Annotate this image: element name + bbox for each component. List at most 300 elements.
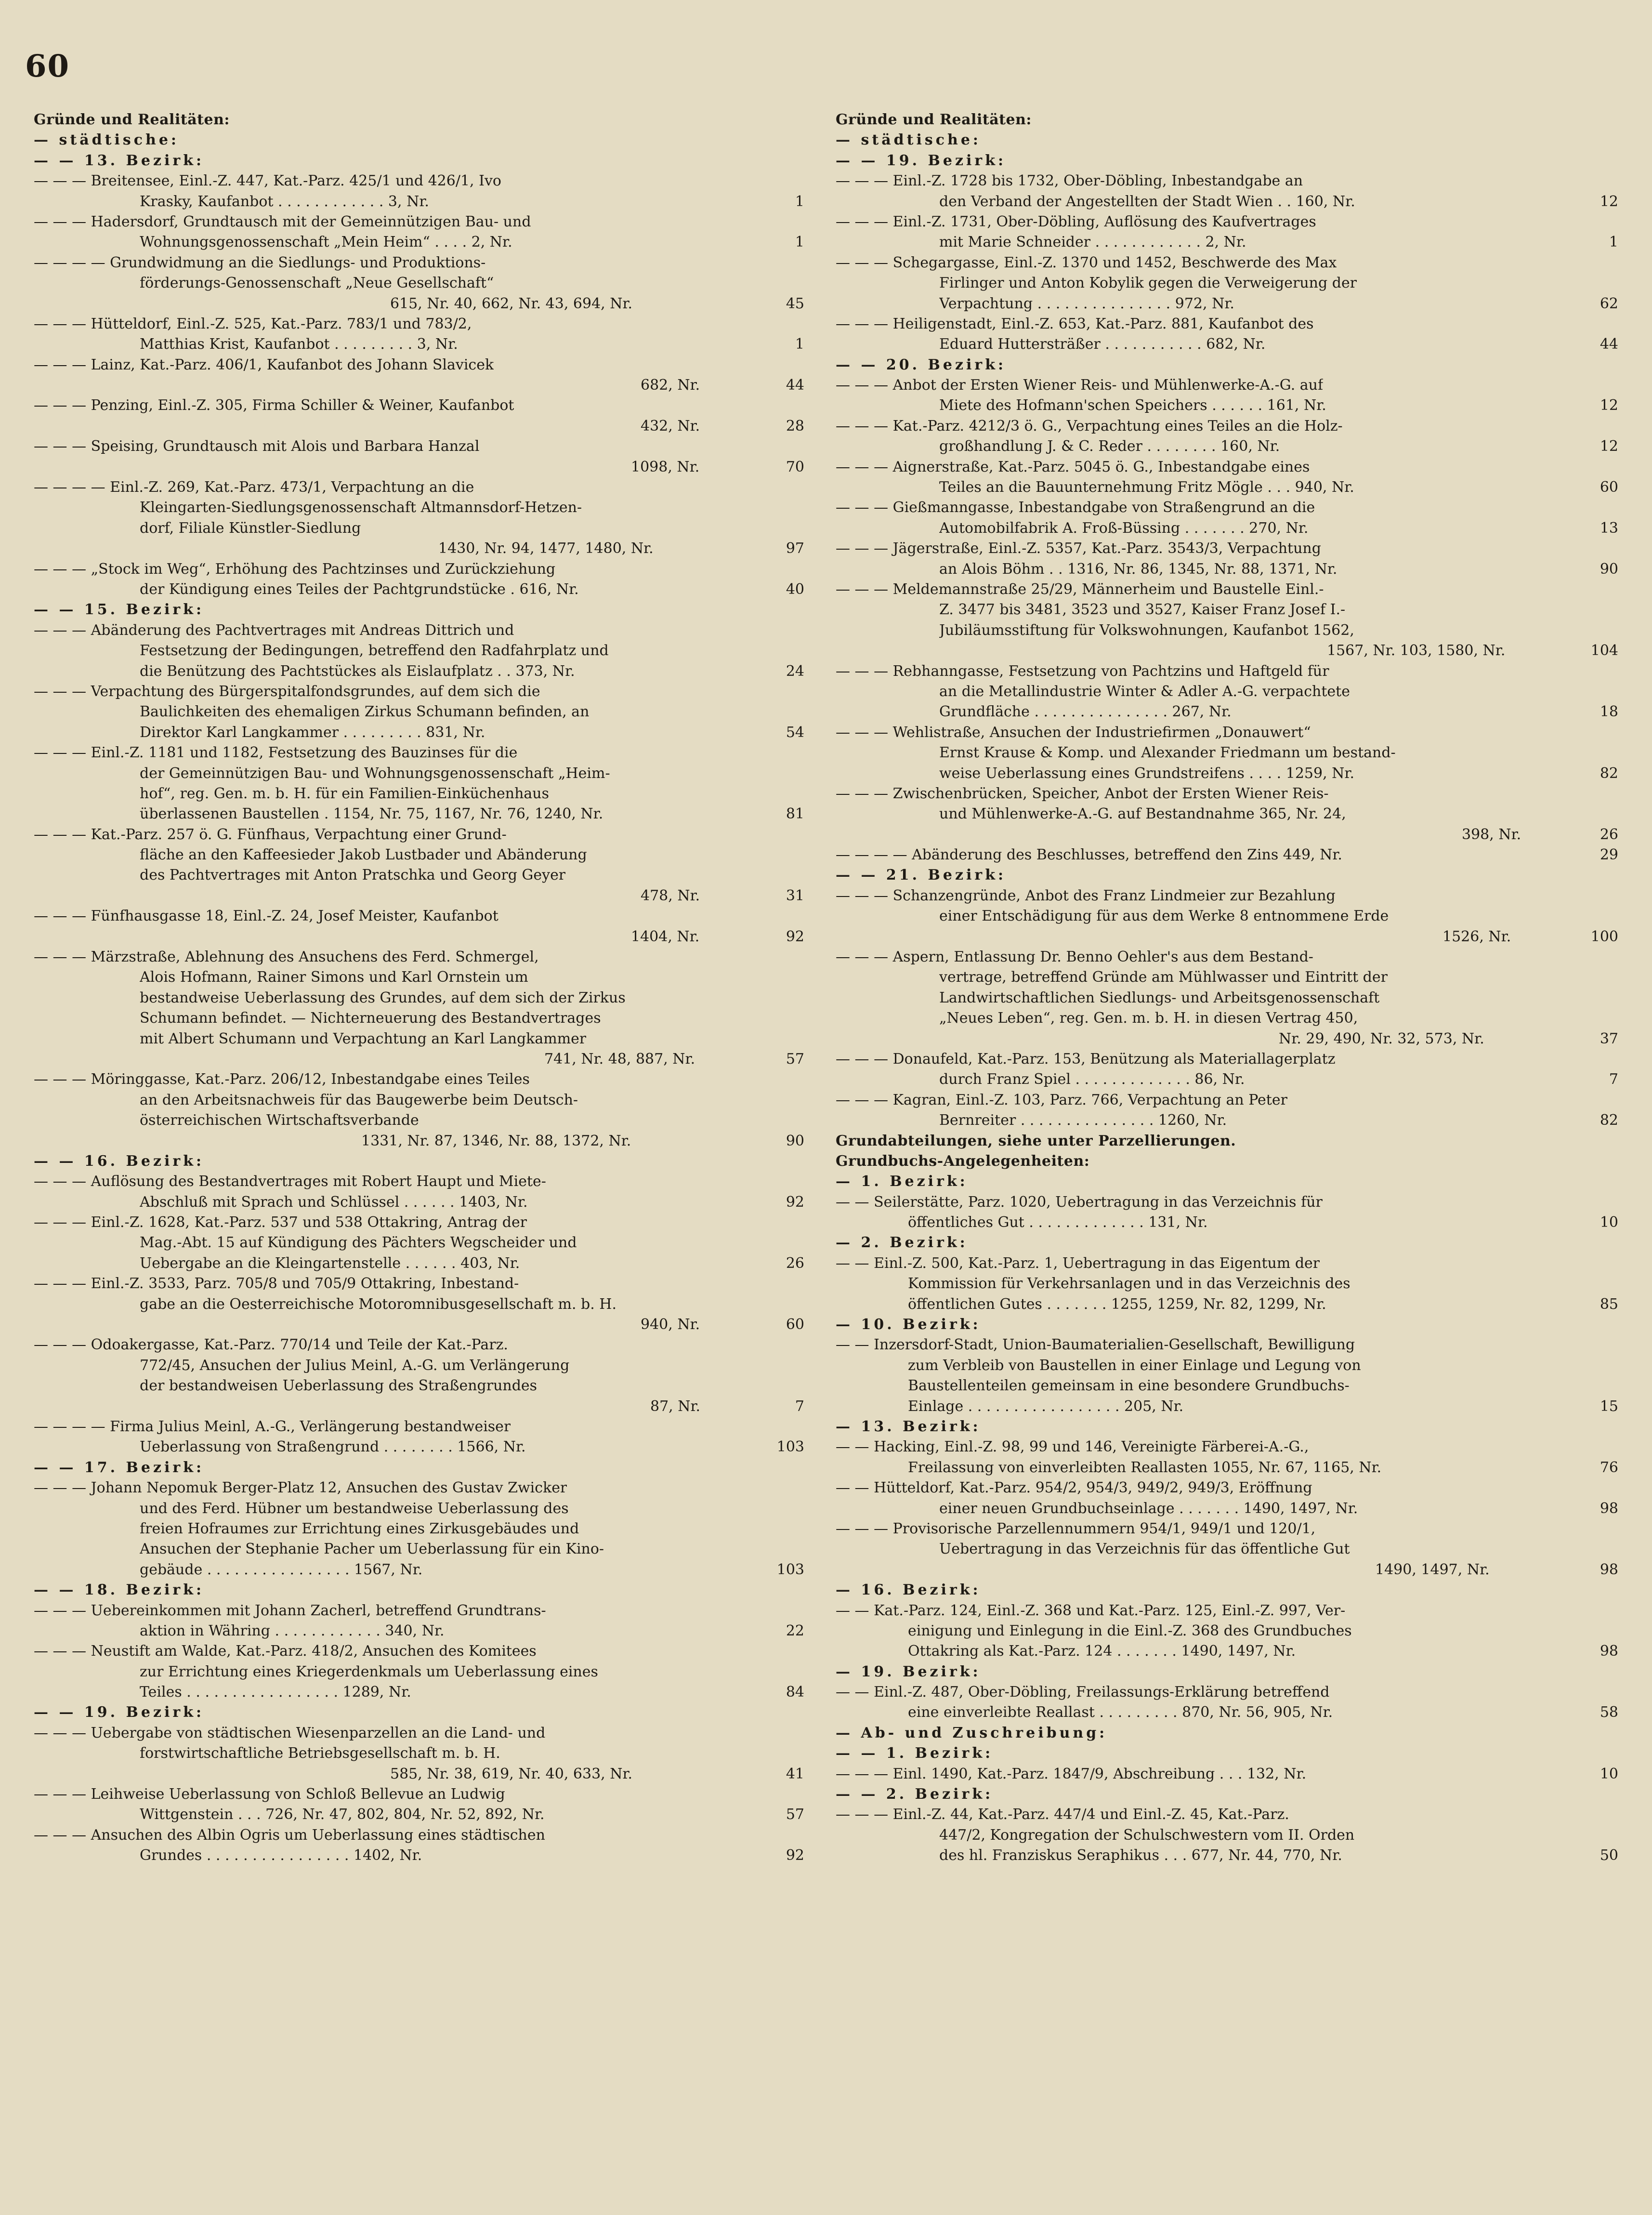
entry-text: hof“, reg. Gen. m. b. H. für ein Familien-Einküchenhaus	[140, 785, 550, 802]
index-line	[836, 1723, 1618, 1743]
entry-text: — — — Speising, Grundtausch mit Alois und Barbara Hanzal	[34, 438, 480, 455]
index-line	[836, 1397, 1618, 1417]
entry-text: — — — Einl. 1490, Kat.-Parz. 1847/9, Abschreibung . . . 132, Nr.	[836, 1765, 1307, 1782]
entry-text: — — 21. Bezirk:	[836, 867, 1007, 884]
entry-number: 103	[776, 1561, 804, 1578]
entry-number: 22	[786, 1622, 804, 1639]
entry-text: förderungs-Genossenschaft „Neue Gesellschaft“	[140, 275, 494, 292]
index-line	[34, 1131, 804, 1151]
entry-text: forstwirtschaftliche Betriebsgesellschaft m. b. H.	[140, 1745, 500, 1762]
entry-text: — — — Kat.-Parz. 257 ö. G. Fünfhaus, Verpachtung einer Grund-	[34, 826, 507, 843]
index-line	[836, 192, 1618, 212]
index-line	[836, 661, 1618, 682]
entry-text: Wittgenstein . . . 726, Nr. 47, 802, 804, Nr. 52, 892, Nr.	[140, 1806, 545, 1823]
entry-text: an die Metallindustrie Winter & Adler A.-G. verpachtete	[939, 683, 1350, 700]
entry-text: Direktor Karl Langkammer . . . . . . . . . 831, Nr.	[140, 724, 485, 741]
entry-text: „Neues Leben“, reg. Gen. m. b. H. in diesen Vertrag 450,	[939, 1010, 1358, 1027]
entry-text: 1526, Nr.	[1442, 928, 1511, 945]
index-line	[836, 1682, 1618, 1702]
index-line	[34, 1049, 804, 1069]
entry-text: — — Einl.-Z. 500, Kat.-Parz. 1, Uebertragung in das Eigentum der	[836, 1254, 1320, 1272]
entry-text: an Alois Böhm . . 1316, Nr. 86, 1345, Nr. 88, 1371, Nr.	[939, 560, 1337, 578]
entry-text: — 16. Bezirk:	[836, 1582, 981, 1599]
entry-text: Gründe und Realitäten:	[836, 111, 1032, 128]
index-line	[34, 1560, 804, 1580]
entry-text: — — — Uebereinkommen mit Johann Zacherl, betreffend Grundtrans-	[34, 1602, 546, 1619]
entry-text: — — — Breitensee, Einl.-Z. 447, Kat.-Parz. 425/1 und 426/1, Ivo	[34, 172, 501, 190]
entry-text: — — — Leihweise Ueberlassung von Schloß Bellevue an Ludwig	[34, 1786, 505, 1803]
index-line	[34, 171, 804, 191]
index-line	[836, 1090, 1618, 1110]
entry-number: 50	[1600, 1847, 1618, 1864]
entry-number: 44	[786, 377, 804, 394]
entry-text: — — — Ansuchen des Albin Ogris um Ueberlassung eines städtischen	[34, 1826, 545, 1844]
entry-text: großhandlung J. & C. Reder . . . . . . . . 160, Nr.	[939, 438, 1280, 455]
index-line	[836, 1131, 1618, 1151]
index-line	[836, 1069, 1618, 1090]
entry-text: — — Hacking, Einl.-Z. 98, 99 und 146, Vereinigte Färberei-A.-G.,	[836, 1438, 1309, 1456]
entry-text: — — 1. Bezirk:	[836, 1745, 994, 1762]
entry-text: — städtische:	[836, 132, 981, 149]
index-line	[34, 1172, 804, 1192]
entry-text: — — — Aspern, Entlassung Dr. Benno Oehler's aus dem Bestand-	[836, 949, 1313, 966]
index-line	[836, 314, 1618, 334]
entry-text: — — — Donaufeld, Kat.-Parz. 153, Benützung als Materiallagerplatz	[836, 1050, 1336, 1068]
entry-text: 1331, Nr. 87, 1346, Nr. 88, 1372, Nr.	[361, 1132, 631, 1149]
index-line	[836, 804, 1618, 824]
entry-text: Z. 3477 bis 3481, 3523 und 3527, Kaiser Franz Josef I.-	[939, 601, 1346, 619]
entry-text: — — — Verpachtung des Bürgerspitalfondsgrundes, auf dem sich die	[34, 683, 540, 700]
index-line	[836, 273, 1618, 293]
entry-text: — — — Wehlistraße, Ansuchen der Industriefirmen „Donauwert“	[836, 724, 1311, 741]
index-line	[836, 1580, 1618, 1600]
index-line	[34, 110, 804, 130]
entry-text: — 2. Bezirk:	[836, 1234, 968, 1252]
index-line	[34, 539, 804, 559]
index-line	[836, 764, 1618, 784]
index-line	[34, 1090, 804, 1110]
entry-number: 24	[786, 662, 804, 680]
entry-number: 44	[1600, 336, 1618, 353]
entry-text: 741, Nr. 48, 887, Nr.	[544, 1050, 695, 1068]
entry-text: — — — — Abänderung des Beschlusses, betreffend den Zins 449, Nr.	[836, 846, 1342, 864]
index-line	[836, 436, 1618, 457]
entry-text: Landwirtschaftlichen Siedlungs- und Arbeitsgenossenschaft	[939, 989, 1380, 1006]
entry-text: Teiles an die Bauunternehmung Fritz Mögle . . . 940, Nr.	[939, 479, 1354, 496]
entry-text: österreichischen Wirtschaftsverbande	[140, 1112, 419, 1129]
index-line	[34, 1437, 804, 1457]
entry-number: 57	[786, 1806, 804, 1823]
entry-text: den Verband der Angestellten der Stadt Wien . . 160, Nr.	[939, 193, 1355, 210]
entry-text: Verpachtung . . . . . . . . . . . . . . . 972, Nr.	[939, 295, 1234, 312]
entry-text: — — — Zwischenbrücken, Speicher, Anbot der Ersten Wiener Reis-	[836, 785, 1329, 802]
entry-text: — — — Rebhanngasse, Festsetzung von Pachtzins und Haftgeld für	[836, 662, 1329, 680]
index-line	[836, 375, 1618, 396]
entry-text: Eduard Huttersträßer . . . . . . . . . . . 682, Nr.	[939, 336, 1266, 353]
entry-text: — 10. Bezirk:	[836, 1316, 981, 1333]
index-line	[34, 334, 804, 355]
index-line	[34, 1151, 804, 1172]
entry-text: Grundes . . . . . . . . . . . . . . . . 1402, Nr.	[140, 1847, 422, 1864]
entry-text: einer neuen Grundbuchseinlage . . . . . . . 1490, 1497, Nr.	[939, 1500, 1358, 1517]
index-line	[34, 559, 804, 580]
entry-text: eine einverleibte Reallast . . . . . . . . . 870, Nr. 56, 905, Nr.	[908, 1704, 1333, 1721]
index-line	[836, 457, 1618, 477]
entry-number: 1	[1609, 234, 1618, 251]
index-line	[34, 947, 804, 967]
entry-text: Grundfläche . . . . . . . . . . . . . . . 267, Nr.	[939, 703, 1232, 721]
index-line	[34, 825, 804, 845]
entry-text: — — — Fünfhausgasse 18, Einl.-Z. 24, Josef Meister, Kaufanbot	[34, 908, 498, 925]
entry-text: — — 19. Bezirk:	[34, 1704, 205, 1721]
entry-text: der Gemeinnützigen Bau- und Wohnungsgenossenschaft „Heim-	[140, 765, 610, 782]
index-line	[34, 477, 804, 498]
entry-text: Ansuchen der Stephanie Pacher um Ueberlassung für ein Kino-	[140, 1541, 604, 1558]
entry-text: freien Hofraumes zur Errichtung eines Zirkusgebäudes und	[140, 1520, 579, 1537]
index-line	[836, 967, 1618, 988]
index-line	[836, 641, 1618, 661]
entry-text: dorf, Filiale Künstler-Siedlung	[140, 519, 361, 537]
index-line	[34, 1723, 804, 1743]
index-line	[836, 1110, 1618, 1131]
index-line	[34, 702, 804, 722]
index-line	[836, 906, 1618, 926]
index-line	[34, 580, 804, 600]
index-line	[34, 764, 804, 784]
index-line	[836, 1437, 1618, 1457]
index-line	[34, 1805, 804, 1825]
index-line	[34, 130, 804, 150]
entry-text: Grundabteilungen, siehe unter Parzellierungen.	[836, 1132, 1236, 1149]
entry-text: zur Errichtung eines Kriegerdenkmals um Ueberlassung eines	[140, 1663, 598, 1680]
entry-text: — — — Provisorische Parzellennummern 954/1, 949/1 und 120/1,	[836, 1520, 1316, 1537]
entry-text: aktion in Währing . . . . . . . . . . . . 340, Nr.	[140, 1622, 445, 1639]
entry-text: — — — Anbot der Ersten Wiener Reis- und Mühlenwerke-A.-G. auf	[836, 377, 1324, 394]
index-line	[836, 1784, 1618, 1805]
entry-text: — — — — Firma Julius Meinl, A.-G., Verlängerung bestandweiser	[34, 1418, 511, 1435]
index-line	[836, 1274, 1618, 1294]
index-line	[34, 1110, 804, 1131]
index-line	[34, 294, 804, 314]
entry-text: — 13. Bezirk:	[836, 1418, 981, 1435]
index-line	[34, 886, 804, 906]
index-line	[34, 1662, 804, 1682]
index-line	[34, 967, 804, 988]
entry-text: — — — Hütteldorf, Einl.-Z. 525, Kat.-Parz. 783/1 und 783/2,	[34, 315, 472, 332]
index-line	[34, 743, 804, 763]
entry-number: 31	[786, 887, 804, 904]
index-line	[836, 253, 1618, 273]
index-line	[836, 580, 1618, 600]
index-line	[34, 1315, 804, 1335]
index-line	[836, 1029, 1618, 1049]
index-line	[836, 1192, 1618, 1213]
index-line	[34, 498, 804, 518]
index-line	[836, 620, 1618, 641]
index-line	[836, 477, 1618, 498]
entry-text: 478, Nr.	[641, 887, 700, 904]
index-line	[836, 1008, 1618, 1028]
index-line	[836, 498, 1618, 518]
index-line	[34, 620, 804, 641]
entry-text: 940, Nr.	[641, 1316, 700, 1333]
entry-text: Firlinger und Anton Kobylik gegen die Verweigerung der	[939, 275, 1357, 292]
entry-text: — — — „Stock im Weg“, Erhöhung des Pachtzinses und Zurückziehung	[34, 560, 556, 578]
index-line	[836, 396, 1618, 416]
entry-text: mit Marie Schneider . . . . . . . . . . . . 2, Nr.	[939, 234, 1246, 251]
entry-text: 87, Nr.	[650, 1398, 701, 1415]
index-line	[34, 314, 804, 334]
index-line	[34, 988, 804, 1008]
entry-text: — — 18. Bezirk:	[34, 1582, 205, 1599]
entry-text: durch Franz Spiel . . . . . . . . . . . . . 86, Nr.	[939, 1071, 1245, 1088]
index-line	[34, 1417, 804, 1437]
index-line	[34, 273, 804, 293]
entry-text: Festsetzung der Bedingungen, betreffend den Radfahrplatz und	[140, 642, 609, 659]
entry-text: — — 13. Bezirk:	[34, 152, 205, 169]
entry-text: der bestandweisen Ueberlassung des Straßengrundes	[140, 1377, 538, 1395]
index-line	[34, 1641, 804, 1661]
entry-text: — — — Kat.-Parz. 4212/3 ö. G., Verpachtung eines Teiles an die Holz-	[836, 417, 1343, 435]
entry-text: — — Hütteldorf, Kat.-Parz. 954/2, 954/3, 949/2, 949/3, Eröffnung	[836, 1479, 1312, 1497]
right-column	[836, 110, 1618, 1866]
index-line	[34, 1743, 804, 1764]
entry-text: Baulichkeiten des ehemaligen Zirkus Schumann befinden, an	[140, 703, 590, 721]
entry-text: Einlage . . . . . . . . . . . . . . . . . 205, Nr.	[908, 1398, 1184, 1415]
index-line	[836, 212, 1618, 232]
entry-text: — 1. Bezirk:	[836, 1173, 968, 1190]
entry-text: Matthias Krist, Kaufanbot . . . . . . . . . 3, Nr.	[140, 336, 458, 353]
index-line	[836, 1376, 1618, 1396]
index-line	[34, 1499, 804, 1519]
entry-number: 26	[786, 1254, 804, 1272]
index-line	[836, 886, 1618, 906]
entry-text: — — Kat.-Parz. 124, Einl.-Z. 368 und Kat.-Parz. 125, Einl.-Z. 997, Ver-	[836, 1602, 1346, 1619]
index-line	[836, 559, 1618, 580]
entry-text: — — — Hadersdorf, Grundtausch mit der Gemeinnützigen Bau- und	[34, 213, 531, 230]
entry-number: 90	[1600, 560, 1618, 578]
entry-number: 7	[1609, 1071, 1618, 1088]
entry-number: 70	[786, 458, 804, 475]
entry-text: — — — Uebergabe von städtischen Wiesenparzellen an die Land- und	[34, 1724, 546, 1741]
entry-text: 1567, Nr. 103, 1580, Nr.	[1327, 642, 1506, 659]
index-line	[836, 294, 1618, 314]
entry-text: einigung und Einlegung in die Einl.-Z. 368 des Grundbuches	[908, 1622, 1352, 1639]
index-line	[34, 600, 804, 620]
entry-text: 1404, Nr.	[631, 928, 700, 945]
entry-text: — — — Johann Nepomuk Berger-Platz 12, Ansuchen des Gustav Zwicker	[34, 1479, 567, 1497]
entry-text: — — — Penzing, Einl.-Z. 305, Firma Schiller & Weiner, Kaufanbot	[34, 397, 514, 414]
entry-text: — — — Neustift am Walde, Kat.-Parz. 418/2, Ansuchen des Komitees	[34, 1643, 537, 1660]
entry-text: 772/45, Ansuchen der Julius Meinl, A.-G. um Verlängerung	[140, 1357, 570, 1374]
index-line	[836, 702, 1618, 722]
index-line	[34, 212, 804, 232]
entry-text: des Pachtvertrages mit Anton Pratschka und Georg Geyer	[140, 867, 566, 884]
index-line	[836, 1805, 1618, 1825]
entry-text: 1490, 1497, Nr.	[1375, 1561, 1490, 1578]
entry-text: Grundbuchs-Angelegenheiten:	[836, 1152, 1090, 1170]
entry-text: 432, Nr.	[641, 417, 700, 435]
entry-text: 682, Nr.	[641, 377, 700, 394]
index-line	[836, 1172, 1618, 1192]
index-line	[34, 641, 804, 661]
entry-number: 26	[1600, 826, 1618, 843]
index-line	[836, 355, 1618, 375]
entry-text: — — — Jägerstraße, Einl.-Z. 5357, Kat.-Parz. 3543/3, Verpachtung	[836, 540, 1321, 557]
index-line	[836, 1601, 1618, 1621]
index-line	[836, 1621, 1618, 1641]
entry-number: 54	[786, 724, 804, 741]
entry-text: 1098, Nr.	[631, 458, 700, 475]
entry-text: Nr. 29, 490, Nr. 32, 573, Nr.	[1279, 1030, 1484, 1047]
entry-number: 10	[1600, 1765, 1618, 1782]
entry-text: Kleingarten-Siedlungsgenossenschaft Altmannsdorf-Hetzen-	[140, 499, 582, 516]
entry-text: — — — Gießmanngasse, Inbestandgabe von Straßengrund an die	[836, 499, 1315, 516]
entry-number: 100	[1590, 928, 1618, 945]
index-line	[34, 1397, 804, 1417]
index-line	[836, 110, 1618, 130]
entry-text: Baustellenteilen gemeinsam in eine besondere Grundbuchs-	[908, 1377, 1350, 1395]
entry-number: 7	[795, 1398, 804, 1415]
entry-number: 92	[786, 1193, 804, 1211]
left-column	[34, 110, 804, 1866]
index-line	[836, 1315, 1618, 1335]
index-line	[34, 151, 804, 171]
entry-text: 615, Nr. 40, 662, Nr. 43, 694, Nr.	[390, 295, 633, 312]
index-line	[34, 1294, 804, 1315]
index-line	[836, 539, 1618, 559]
index-line	[34, 1069, 804, 1090]
index-line	[34, 1253, 804, 1274]
index-line	[34, 1539, 804, 1559]
entry-number: 37	[1600, 1030, 1618, 1047]
entry-text: Bernreiter . . . . . . . . . . . . . . . 1260, Nr.	[939, 1112, 1227, 1129]
entry-text: Alois Hofmann, Rainer Simons und Karl Ornstein um	[140, 969, 528, 986]
entry-text: Teiles . . . . . . . . . . . . . . . . . 1289, Nr.	[140, 1684, 411, 1701]
index-line	[836, 171, 1618, 191]
entry-text: — — — Aignerstraße, Kat.-Parz. 5045 ö. G., Inbestandgabe eines	[836, 458, 1310, 475]
index-line	[836, 1743, 1618, 1764]
index-line	[34, 1621, 804, 1641]
entry-text: — — — Einl.-Z. 3533, Parz. 705/8 und 705/9 Ottakring, Inbestand-	[34, 1275, 519, 1292]
entry-number: 1	[795, 336, 804, 353]
index-line	[34, 927, 804, 947]
entry-text: gebäude . . . . . . . . . . . . . . . . 1567, Nr.	[140, 1561, 423, 1578]
entry-text: 1430, Nr. 94, 1477, 1480, Nr.	[438, 540, 654, 557]
index-line	[836, 1356, 1618, 1376]
entry-number: 40	[786, 580, 804, 598]
entry-number: 12	[1600, 397, 1618, 414]
index-line	[836, 845, 1618, 865]
entry-text: — — 2. Bezirk:	[836, 1786, 994, 1803]
entry-text: Jubiläumsstiftung für Volkswohnungen, Kaufanbot 1562,	[939, 621, 1354, 639]
entry-text: weise Ueberlassung eines Grundstreifens . . . . 1259, Nr.	[939, 765, 1355, 782]
entry-number: 15	[1600, 1398, 1618, 1415]
entry-text: — — — Einl.-Z. 44, Kat.-Parz. 447/4 und Einl.-Z. 45, Kat.-Parz.	[836, 1806, 1289, 1823]
entry-text: Automobilfabrik A. Froß-Büssing . . . . . . . 270, Nr.	[939, 519, 1309, 537]
entry-number: 28	[786, 417, 804, 435]
index-line	[836, 1335, 1618, 1355]
index-line	[34, 1356, 804, 1376]
index-line	[34, 1478, 804, 1498]
index-line	[34, 232, 804, 252]
entry-text: 447/2, Kongregation der Schulschwestern vom II. Orden	[939, 1826, 1355, 1844]
entry-text: — — 16. Bezirk:	[34, 1152, 205, 1170]
index-line	[34, 723, 804, 743]
index-line	[836, 784, 1618, 804]
index-line	[836, 1846, 1618, 1866]
index-line	[836, 1641, 1618, 1661]
index-line	[836, 1417, 1618, 1437]
entry-text: — — Seilerstätte, Parz. 1020, Uebertragung in das Verzeichnis für	[836, 1193, 1323, 1211]
entry-text: fläche an den Kaffeesieder Jakob Lustbader und Abänderung	[140, 846, 587, 864]
entry-number: 12	[1600, 438, 1618, 455]
entry-text: Ernst Krause & Komp. und Alexander Friedmann um bestand-	[939, 744, 1396, 762]
entry-text: — — — — Einl.-Z. 269, Kat.-Parz. 473/1, Verpachtung an die	[34, 479, 474, 496]
index-line	[836, 743, 1618, 763]
entry-text: — — — Auflösung des Bestandvertrages mit Robert Haupt und Miete-	[34, 1173, 546, 1190]
index-line	[836, 947, 1618, 967]
entry-number: 1	[795, 234, 804, 251]
entry-text: öffentlichen Gutes . . . . . . . 1255, 1259, Nr. 82, 1299, Nr.	[908, 1295, 1326, 1313]
entry-number: 81	[786, 805, 804, 823]
index-line	[836, 1294, 1618, 1315]
entry-number: 62	[1600, 295, 1618, 312]
entry-number: 84	[786, 1684, 804, 1701]
entry-text: Krasky, Kaufanbot . . . . . . . . . . . . 3, Nr.	[140, 193, 429, 210]
entry-text: — — — Schegargasse, Einl.-Z. 1370 und 1452, Beschwerde des Max	[836, 254, 1337, 271]
index-line	[34, 1008, 804, 1028]
index-line	[836, 1764, 1618, 1784]
entry-text: Gründe und Realitäten:	[34, 111, 230, 128]
index-line	[34, 661, 804, 682]
index-line	[34, 1458, 804, 1478]
entry-text: — — — Meldemannstraße 25/29, Männerheim und Baustelle Einl.-	[836, 580, 1324, 598]
index-line	[34, 1029, 804, 1049]
entry-text: — — — Einl.-Z. 1628, Kat.-Parz. 537 und 538 Ottakring, Antrag der	[34, 1214, 527, 1231]
index-line	[34, 682, 804, 702]
index-line	[34, 1601, 804, 1621]
entry-number: 103	[776, 1438, 804, 1456]
index-line	[836, 1560, 1618, 1580]
entry-text: — — — Abänderung des Pachtvertrages mit Andreas Dittrich und	[34, 621, 514, 639]
index-line	[836, 825, 1618, 845]
entry-text: Ueberlassung von Straßengrund . . . . . . . . 1566, Nr.	[140, 1438, 526, 1456]
entry-text: und Mühlenwerke-A.-G. auf Bestandnahme 365, Nr. 24,	[939, 805, 1346, 823]
entry-number: 13	[1600, 519, 1618, 537]
entry-text: — — 19. Bezirk:	[836, 152, 1007, 169]
index-line	[836, 1049, 1618, 1069]
entry-number: 41	[786, 1765, 804, 1782]
index-line	[836, 1458, 1618, 1478]
entry-text: — — — Einl.-Z. 1731, Ober-Döbling, Auflösung des Kaufvertrages	[836, 213, 1316, 230]
entry-text: Ottakring als Kat.-Parz. 124 . . . . . . . 1490, 1497, Nr.	[908, 1643, 1296, 1660]
index-line	[34, 1682, 804, 1702]
index-line	[34, 1274, 804, 1294]
entry-text: bestandweise Ueberlassung des Grundes, auf dem sich der Zirkus	[140, 989, 626, 1006]
entry-text: Kommission für Verkehrsanlagen und in das Verzeichnis des	[908, 1275, 1350, 1292]
index-line	[836, 865, 1618, 885]
index-line	[34, 906, 804, 926]
index-line	[836, 334, 1618, 355]
index-line	[836, 1825, 1618, 1846]
page-number: 60	[25, 48, 70, 84]
index-line	[836, 1702, 1618, 1723]
entry-number: 92	[786, 928, 804, 945]
entry-text: — — — Einl.-Z. 1728 bis 1732, Ober-Döbling, Inbestandgabe an	[836, 172, 1303, 190]
entry-number: 58	[1600, 1704, 1618, 1721]
index-line	[836, 723, 1618, 743]
